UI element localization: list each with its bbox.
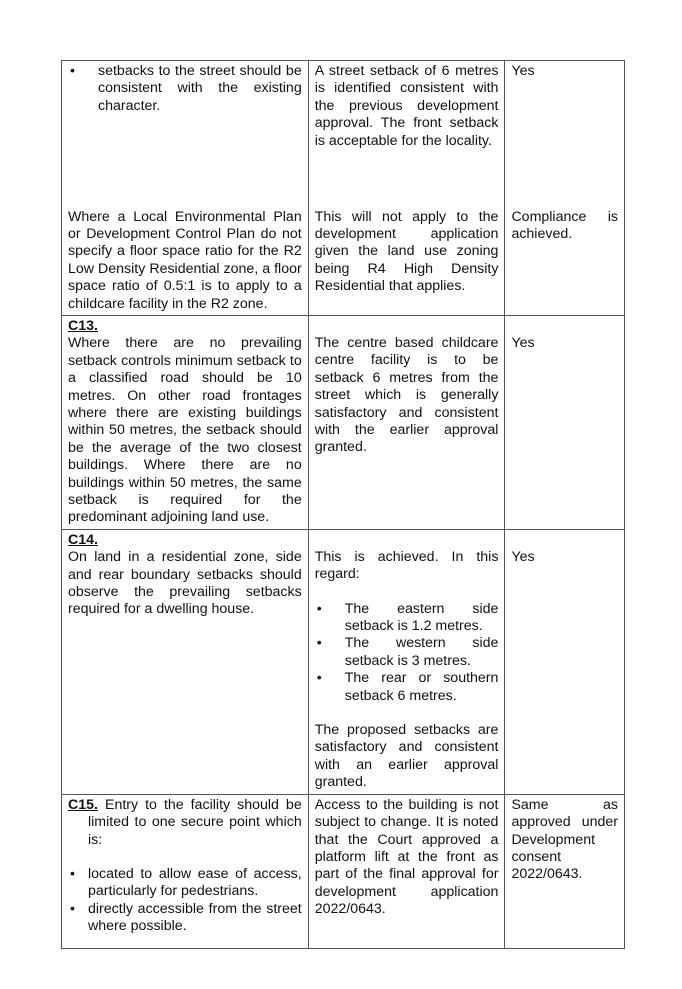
compliance-cell bbox=[505, 529, 625, 794]
control-cell bbox=[62, 315, 309, 529]
control-text: Where a Local Environmental Plan or Development Control Plan do not specify a floor space ratio for the R2 Low Density Residential zone, a floor space ratio of 0.5:1 is to apply to a childcare facility in the R2 zone. bbox=[68, 208, 302, 312]
compliance-cell bbox=[505, 315, 625, 529]
compliance-cell bbox=[505, 61, 625, 207]
bullet-icon: • bbox=[316, 635, 322, 652]
table-row bbox=[62, 315, 625, 529]
bullet-icon: • bbox=[70, 900, 75, 917]
list-item-text: The western side setback is 3 metres. bbox=[344, 635, 499, 669]
list-item-text: The rear or southern setback 6 metres. bbox=[344, 670, 499, 704]
table-row bbox=[62, 529, 625, 794]
list-item bbox=[315, 670, 499, 705]
control-cell bbox=[62, 207, 309, 316]
compliance-cell bbox=[505, 794, 625, 948]
list-item bbox=[315, 635, 499, 670]
compliance-text: Yes bbox=[511, 548, 535, 565]
table-row bbox=[62, 794, 625, 948]
list-item bbox=[68, 63, 302, 115]
comment-intro: This is achieved. In this regard: bbox=[314, 548, 499, 583]
control-code: C14. bbox=[68, 531, 98, 548]
bullet-icon: • bbox=[316, 670, 322, 687]
control-code: C15. bbox=[68, 796, 98, 813]
comment-cell bbox=[308, 529, 505, 794]
control-intro bbox=[68, 797, 302, 849]
comment-cell bbox=[308, 207, 505, 316]
table-row bbox=[62, 61, 625, 207]
list-item bbox=[68, 866, 302, 901]
bullet-icon: • bbox=[70, 865, 75, 882]
control-cell bbox=[62, 529, 309, 794]
compliance-text: Compliance is achieved. bbox=[511, 208, 618, 242]
bullet-icon: • bbox=[316, 600, 322, 617]
list-item-text: The eastern side setback is 1.2 metres. bbox=[344, 600, 499, 635]
control-code: C13. bbox=[68, 317, 98, 334]
comment-cell bbox=[308, 61, 505, 207]
list-item-text: directly accessible from the street where possible. bbox=[88, 900, 302, 935]
compliance-text: Same as approved under Development consent 2022/0643. bbox=[511, 796, 618, 883]
list-item bbox=[315, 601, 499, 636]
control-cell bbox=[62, 61, 309, 207]
list-item bbox=[68, 901, 302, 936]
control-cell bbox=[62, 794, 309, 948]
comment-text: Access to the building is not subject to change. It is noted that the Court approved a platform lift at the front as part of the final approval for development application 2022/0643. bbox=[314, 796, 499, 918]
comment-bullet-list bbox=[315, 601, 499, 705]
control-text: On land in a residential zone, side and rear boundary setbacks should observe the prevailing setbacks required for a dwelling house. bbox=[68, 549, 302, 618]
bullet-icon: • bbox=[70, 63, 75, 79]
comment-cell bbox=[308, 315, 505, 529]
comment-text: The centre based childcare centre facility is to be setback 6 metres from the street which is generally satisfactory and consistent with the earlier approval granted. bbox=[314, 334, 499, 456]
compliance-cell bbox=[505, 207, 625, 316]
compliance-table bbox=[61, 60, 625, 949]
control-text: Entry to the facility should be limited to one secure point which is: bbox=[88, 796, 302, 848]
comment-text: This will not apply to the development application given the land use zoning being R4 High Density Residential that applies. bbox=[314, 208, 499, 295]
comment-text: A street setback of 6 metres is identified consistent with the previous development approval. The front setback is acceptable for the locality. bbox=[314, 63, 499, 149]
compliance-text: Yes bbox=[511, 334, 535, 351]
list-item-text: located to allow ease of access, particularly for pedestrians. bbox=[88, 865, 302, 900]
comment-outro: The proposed setbacks are satisfactory and consistent with an earlier approval granted. bbox=[314, 722, 499, 791]
table-row bbox=[62, 207, 625, 316]
comment-cell bbox=[308, 794, 505, 948]
compliance-text: Yes bbox=[511, 63, 535, 79]
control-text: Where there are no prevailing setback controls minimum setback to a classified road should be 10 metres. On other road frontages where there are existing buildings within 50 metres, the setback should be the average of the two closest buildings. Where there are no buildings within 50 metres, the same setback is required for the predominant adjoining land use. bbox=[68, 335, 302, 526]
control-text: setbacks to the street should be consistent with the existing character. bbox=[98, 63, 302, 114]
